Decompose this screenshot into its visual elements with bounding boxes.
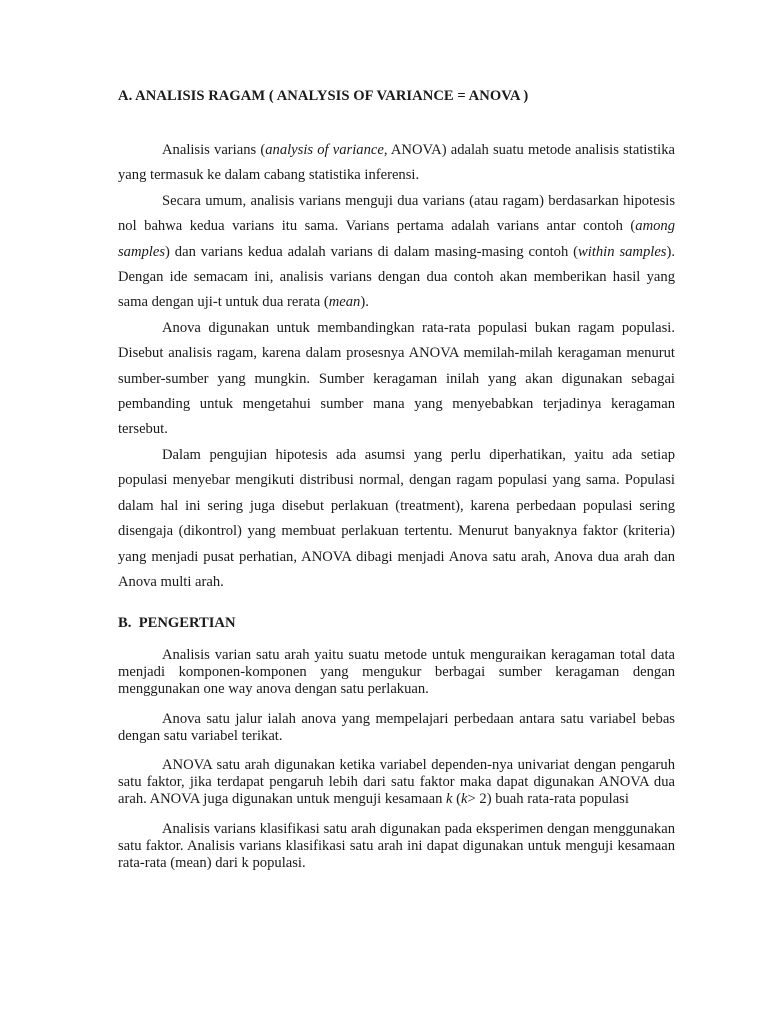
section-b-paragraph-3 bbox=[118, 757, 675, 808]
b-p3-text-1: ANOVA satu arah digunakan ketika variabel dependen-nya univariat dengan pengaruh satu faktor, jika terdapat pengaruh lebih dari satu faktor maka dapat digunakan ANOVA dua arah. ANOVA juga digunakan untuk menguji kesamaan bbox=[118, 757, 675, 807]
section-a-paragraph-1 bbox=[118, 138, 675, 189]
b-p3-text-2: ( bbox=[452, 791, 462, 807]
section-b-paragraph-1: Analisis varian satu arah yaitu suatu metode untuk menguraikan keragaman total data menjadi komponen-komponen yang mengukur berbagai sumber keragaman dengan menggunakan one way anova dengan satu perlakuan. bbox=[118, 647, 675, 697]
p1-text-post: , ANOVA) adalah suatu metode analisis statistika yang termasuk ke dalam cabang statistika inferensi. bbox=[118, 142, 675, 184]
p2-emphasis-3: mean bbox=[328, 294, 361, 311]
section-a-body bbox=[118, 138, 675, 595]
p2-text-3: ). Dengan ide semacam ini, analisis varians dengan dua contoh akan memberikan hasil yang sama dengan uji-t untuk dua rerata ( bbox=[118, 243, 675, 311]
section-a-heading: A. ANALISIS RAGAM ( ANALYSIS OF VARIANCE = ANOVA ) bbox=[118, 88, 529, 104]
b-p3-emphasis-1: k bbox=[446, 791, 453, 807]
p2-text-4: ). bbox=[360, 294, 369, 311]
b-p3-text-3: > 2) buah rata-rata populasi bbox=[467, 791, 629, 807]
section-a-paragraph-3: Anova digunakan untuk membandingkan rata-rata populasi bukan ragam populasi. Disebut analisis ragam, karena dalam prosesnya ANOVA memilah-milah keragaman menurut sumber-sumber yang mungkin. Sumber keragaman inilah yang akan digunakan sebagai pembanding untuk mengetahui sumber mana yang menyebabkan terjadinya keragaman tersebut. bbox=[118, 319, 675, 438]
section-b-label: B. bbox=[118, 615, 132, 631]
p1-emphasis: analysis of variance bbox=[265, 142, 384, 158]
section-b-body bbox=[118, 647, 675, 872]
p2-text-1: Secara umum, analisis varians menguji dua varians (atau ragam) berdasarkan hipotesis nol bahwa kedua varians itu sama. Varians pertama adalah varians antar contoh ( bbox=[118, 192, 675, 235]
b-p3-emphasis-2: k bbox=[461, 791, 468, 807]
p2-emphasis-2: within samples bbox=[578, 243, 667, 260]
p2-text-2: ) dan varians kedua adalah varians di dalam masing-masing contoh ( bbox=[165, 243, 579, 260]
section-a-paragraph-2 bbox=[118, 189, 675, 316]
section-b-heading bbox=[118, 615, 235, 632]
p2-emphasis-1: among samples bbox=[118, 218, 675, 260]
p1-text-pre: Analisis varians ( bbox=[162, 142, 266, 158]
section-a-paragraph-4: Dalam pengujian hipotesis ada asumsi yang perlu diperhatikan, yaitu ada setiap populasi menyebar mengikuti distribusi normal, dengan ragam populasi yang sama. Populasi dalam hal ini sering juga disebut perlakuan (treatment), karena perbedaan populasi sering disengaja (dikontrol) yang membuat perlakuan tertentu. Menurut banyaknya faktor (kriteria) yang menjadi pusat perhatian, ANOVA dibagi menjadi Anova satu arah, Anova dua arah dan Anova multi arah. bbox=[118, 446, 675, 590]
section-b-paragraph-2: Anova satu jalur ialah anova yang mempelajari perbedaan antara satu variabel bebas dengan satu variabel terikat. bbox=[118, 710, 675, 744]
section-b-title: PENGERTIAN bbox=[138, 615, 236, 631]
section-b-paragraph-4: Analisis varians klasifikasi satu arah digunakan pada eksperimen dengan menggunakan satu faktor. Analisis varians klasifikasi satu arah ini dapat digunakan untuk menguji kesamaan rata-rata (mean) dari k populasi. bbox=[118, 820, 675, 871]
